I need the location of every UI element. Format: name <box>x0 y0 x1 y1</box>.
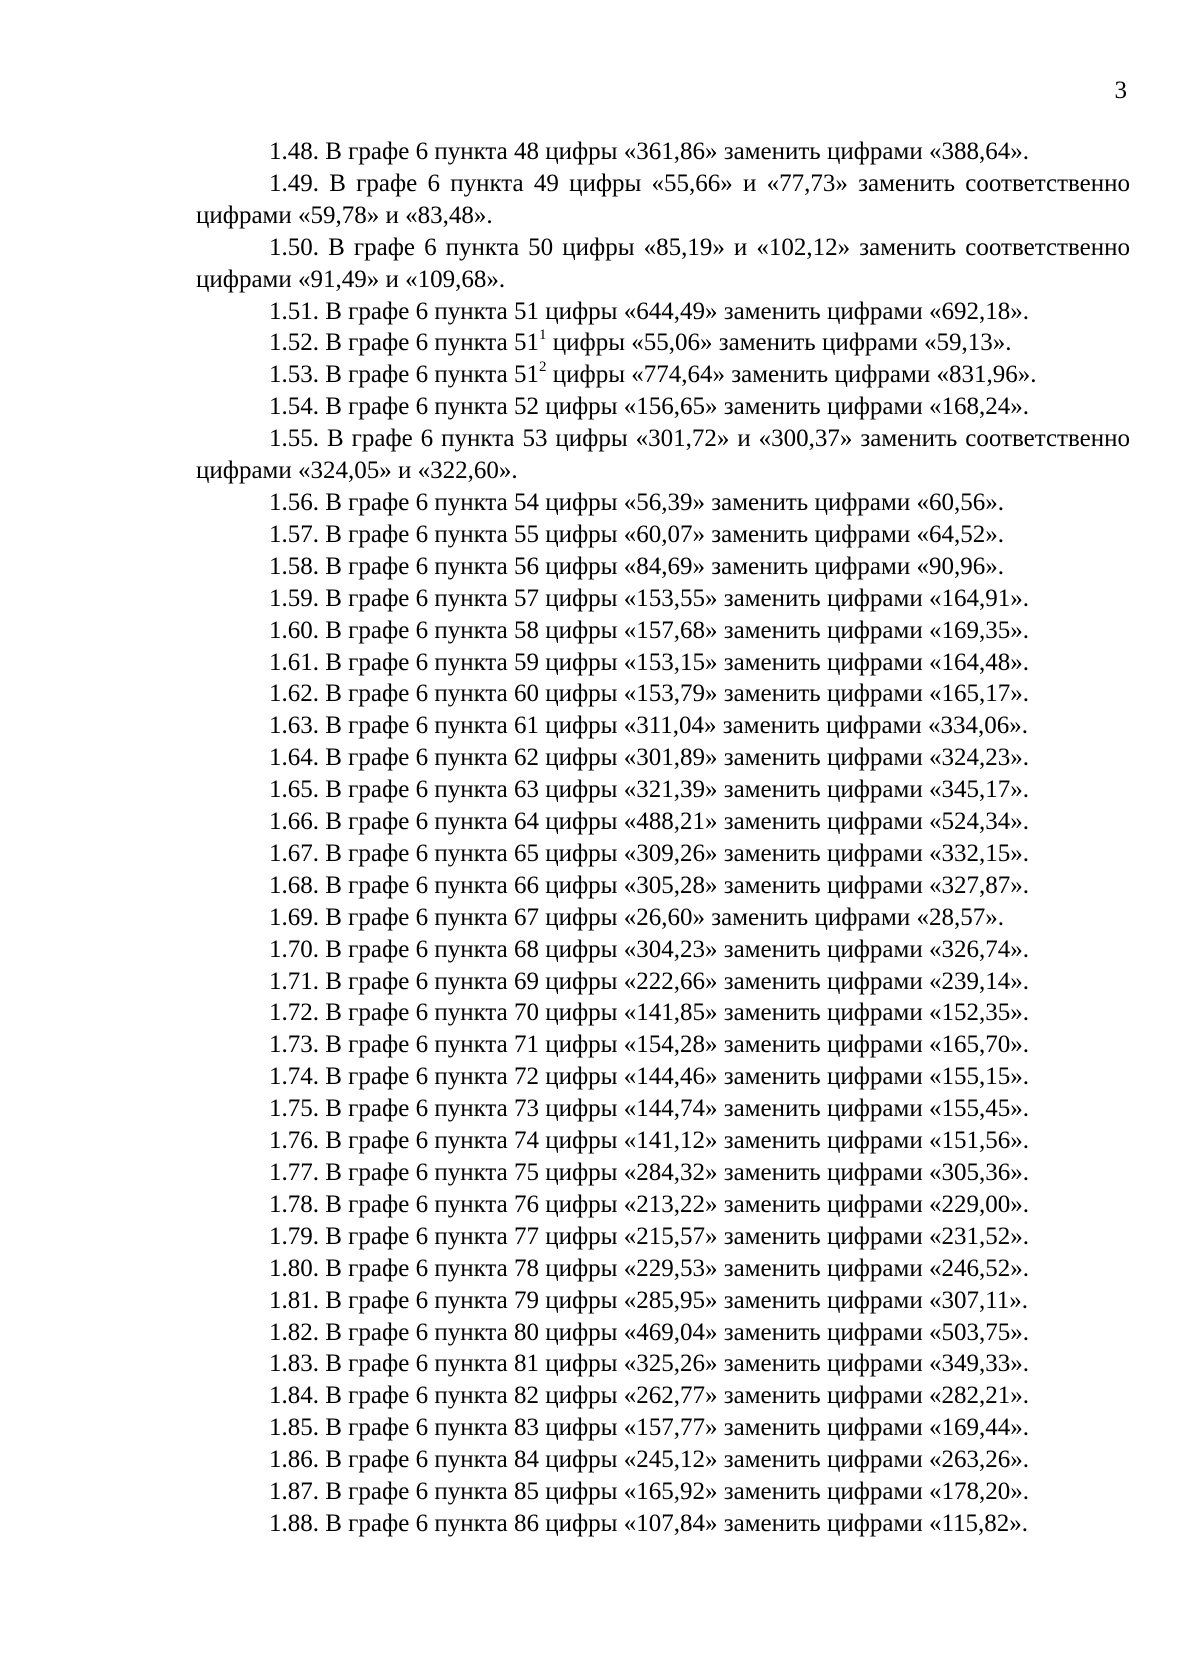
paragraph-number: 1.60. <box>269 616 319 644</box>
paragraph-text: В графе 6 пункта 50 цифры «85,19» и «102,12» заменить соответственно цифрами «91,49» и «109,68». <box>196 233 1130 293</box>
amendment-paragraph <box>196 359 1130 391</box>
amendment-paragraph <box>196 1093 1130 1125</box>
amendment-paragraph <box>196 870 1130 902</box>
amendment-paragraph <box>196 583 1130 615</box>
paragraph-number: 1.48. <box>269 138 319 165</box>
paragraph-text: В графе 6 пункта 59 цифры «153,15» заменить цифрами «164,48». <box>325 648 1029 676</box>
paragraph-text: В графе 6 пункта 75 цифры «284,32» заменить цифрами «305,36». <box>325 1159 1029 1186</box>
paragraph-number: 1.83. <box>269 1350 319 1378</box>
paragraph-number: 1.80. <box>269 1254 319 1282</box>
paragraph-number: 1.57. <box>269 520 319 548</box>
amendment-paragraph <box>196 934 1130 966</box>
paragraph-text: В графе 6 пункта 81 цифры «325,26» заменить цифрами «349,33». <box>325 1350 1029 1378</box>
paragraph-number: 1.81. <box>269 1286 319 1314</box>
paragraph-text: В графе 6 пункта 48 цифры «361,86» заменить цифрами «388,64». <box>325 138 1029 165</box>
amendment-paragraph <box>196 1189 1130 1221</box>
paragraph-text: В графе 6 пункта 64 цифры «488,21» заменить цифрами «524,34». <box>325 808 1029 836</box>
paragraph-text: В графе 6 пункта 54 цифры «56,39» заменить цифрами «60,56». <box>325 488 1004 516</box>
paragraph-text: В графе 6 пункта 74 цифры «141,12» заменить цифрами «151,56». <box>325 1127 1029 1155</box>
page-number: 3 <box>1114 77 1127 104</box>
paragraph-number: 1.87. <box>269 1478 319 1506</box>
paragraph-text: В графе 6 пункта 71 цифры «154,28» заменить цифрами «165,70». <box>325 1031 1029 1059</box>
paragraph-number: 1.70. <box>269 935 319 963</box>
paragraph-number: 1.56. <box>269 488 319 516</box>
paragraph-text: В графе 6 пункта 72 цифры «144,46» заменить цифрами «155,15». <box>325 1063 1029 1091</box>
amendment-paragraph <box>196 519 1130 551</box>
paragraph-number: 1.74. <box>269 1063 319 1091</box>
paragraph-text: В графе 6 пункта 85 цифры «165,92» заменить цифрами «178,20». <box>325 1478 1029 1506</box>
paragraph-number: 1.73. <box>269 1031 319 1059</box>
paragraph-number: 1.52. <box>269 329 319 357</box>
superscript-index: 1 <box>538 327 547 344</box>
paragraph-number: 1.68. <box>269 871 319 899</box>
amendment-paragraph <box>196 647 1130 679</box>
amendment-paragraph <box>196 678 1130 710</box>
amendment-paragraph <box>196 774 1130 806</box>
paragraph-text: В графе 6 пункта 69 цифры «222,66» заменить цифрами «239,14». <box>325 967 1029 995</box>
paragraph-number: 1.61. <box>269 648 319 676</box>
paragraph-text: В графе 6 пункта 79 цифры «285,95» заменить цифрами «307,11». <box>325 1286 1029 1314</box>
superscript-index: 2 <box>538 359 547 376</box>
paragraph-number: 1.65. <box>269 776 319 804</box>
amendment-paragraph <box>196 1221 1130 1253</box>
paragraph-number: 1.76. <box>269 1127 319 1155</box>
paragraph-text: В графе 6 пункта 58 цифры «157,68» заменить цифрами «169,35». <box>325 616 1029 644</box>
amendment-paragraph <box>196 902 1130 934</box>
amendment-paragraph <box>196 168 1130 232</box>
paragraph-number: 1.54. <box>269 393 319 421</box>
amendment-paragraph <box>196 1253 1130 1285</box>
amendment-paragraph <box>196 1061 1130 1093</box>
amendment-paragraph <box>196 1508 1130 1540</box>
paragraph-number: 1.69. <box>269 903 319 931</box>
paragraph-number: 1.63. <box>269 712 319 740</box>
amendment-paragraph <box>196 1380 1130 1412</box>
amendment-paragraph <box>196 487 1130 519</box>
amendment-paragraph <box>196 136 1130 168</box>
paragraph-number: 1.85. <box>269 1414 319 1442</box>
amendment-paragraph <box>196 1317 1130 1349</box>
paragraph-text: В графе 6 пункта 77 цифры «215,57» заменить цифрами «231,52». <box>325 1222 1029 1250</box>
amendment-paragraph <box>196 806 1130 838</box>
amendment-paragraph <box>196 551 1130 583</box>
paragraph-number: 1.88. <box>269 1509 319 1537</box>
amendment-paragraph <box>196 232 1130 296</box>
paragraph-number: 1.58. <box>269 552 319 580</box>
amendment-paragraph <box>196 391 1130 423</box>
paragraph-number: 1.51. <box>269 297 319 325</box>
paragraph-number: 1.62. <box>269 680 319 708</box>
paragraph-number: 1.82. <box>269 1318 319 1346</box>
document-body <box>196 136 1130 1540</box>
paragraph-number: 1.78. <box>269 1190 319 1218</box>
paragraph-text: В графе 6 пункта 57 цифры «153,55» заменить цифрами «164,91». <box>325 584 1029 612</box>
amendment-paragraph <box>196 1029 1130 1061</box>
paragraph-number: 1.72. <box>269 999 319 1027</box>
amendment-paragraph <box>196 296 1130 328</box>
amendment-paragraph <box>196 1444 1130 1476</box>
paragraph-text: В графе 6 пункта 83 цифры «157,77» заменить цифрами «169,44». <box>325 1414 1029 1442</box>
paragraph-text: В графе 6 пункта 76 цифры «213,22» заменить цифрами «229,00». <box>325 1190 1029 1218</box>
paragraph-number: 1.86. <box>269 1446 319 1474</box>
paragraph-text: В графе 6 пункта 51 <box>325 361 539 389</box>
paragraph-text: В графе 6 пункта 63 цифры «321,39» заменить цифрами «345,17». <box>325 776 1029 804</box>
amendment-paragraph <box>196 966 1130 998</box>
paragraph-number: 1.66. <box>269 808 319 836</box>
paragraph-text: В графе 6 пункта 51 цифры «644,49» заменить цифрами «692,18». <box>325 297 1029 325</box>
paragraph-number: 1.79. <box>269 1222 319 1250</box>
paragraph-text: В графе 6 пункта 80 цифры «469,04» заменить цифрами «503,75». <box>325 1318 1029 1346</box>
paragraph-number: 1.77. <box>269 1159 319 1186</box>
paragraph-text-continued: цифры «55,06» заменить цифрами «59,13». <box>546 329 1012 357</box>
amendment-paragraph <box>196 1348 1130 1380</box>
paragraph-text: В графе 6 пункта 68 цифры «304,23» заменить цифрами «326,74». <box>325 935 1029 963</box>
paragraph-text: В графе 6 пункта 66 цифры «305,28» заменить цифрами «327,87». <box>325 871 1029 899</box>
paragraph-number: 1.50. <box>269 233 319 261</box>
amendment-paragraph <box>196 1285 1130 1317</box>
paragraph-number: 1.53. <box>269 361 319 389</box>
amendment-paragraph <box>196 615 1130 647</box>
paragraph-number: 1.67. <box>269 839 319 867</box>
amendment-paragraph <box>196 742 1130 774</box>
amendment-paragraph <box>196 1157 1130 1189</box>
paragraph-text: В графе 6 пункта 62 цифры «301,89» заменить цифрами «324,23». <box>325 744 1029 772</box>
paragraph-number: 1.64. <box>269 744 319 772</box>
paragraph-number: 1.55. <box>269 425 319 453</box>
amendment-paragraph <box>196 997 1130 1029</box>
amendment-paragraph <box>196 1476 1130 1508</box>
paragraph-number: 1.59. <box>269 584 319 612</box>
paragraph-text: В графе 6 пункта 78 цифры «229,53» заменить цифрами «246,52». <box>325 1254 1029 1282</box>
amendment-paragraph <box>196 423 1130 487</box>
amendment-paragraph <box>196 710 1130 742</box>
paragraph-text: В графе 6 пункта 86 цифры «107,84» заменить цифрами «115,82». <box>325 1509 1029 1537</box>
amendment-paragraph <box>196 1412 1130 1444</box>
paragraph-number: 1.71. <box>269 967 319 995</box>
paragraph-text: В графе 6 пункта 49 цифры «55,66» и «77,73» заменить соответственно цифрами «59,78» и «83,48». <box>196 169 1130 229</box>
paragraph-number: 1.84. <box>269 1382 319 1410</box>
paragraph-text-continued: цифры «774,64» заменить цифрами «831,96». <box>546 361 1037 389</box>
amendment-paragraph <box>196 327 1130 359</box>
paragraph-number: 1.49. <box>269 169 319 197</box>
paragraph-text: В графе 6 пункта 65 цифры «309,26» заменить цифрами «332,15». <box>325 839 1029 867</box>
paragraph-text: В графе 6 пункта 82 цифры «262,77» заменить цифрами «282,21». <box>325 1382 1029 1410</box>
paragraph-number: 1.75. <box>269 1095 319 1123</box>
paragraph-text: В графе 6 пункта 70 цифры «141,85» заменить цифрами «152,35». <box>325 999 1029 1027</box>
paragraph-text: В графе 6 пункта 52 цифры «156,65» заменить цифрами «168,24». <box>325 393 1029 421</box>
paragraph-text: В графе 6 пункта 51 <box>325 329 539 357</box>
amendment-paragraph <box>196 1125 1130 1157</box>
paragraph-text: В графе 6 пункта 67 цифры «26,60» заменить цифрами «28,57». <box>325 903 1004 931</box>
amendment-paragraph <box>196 838 1130 870</box>
paragraph-text: В графе 6 пункта 56 цифры «84,69» заменить цифрами «90,96». <box>325 552 1004 580</box>
paragraph-text: В графе 6 пункта 60 цифры «153,79» заменить цифрами «165,17». <box>325 680 1029 708</box>
paragraph-text: В графе 6 пункта 61 цифры «311,04» заменить цифрами «334,06». <box>325 712 1029 740</box>
paragraph-text: В графе 6 пункта 55 цифры «60,07» заменить цифрами «64,52». <box>325 520 1004 548</box>
paragraph-text: В графе 6 пункта 73 цифры «144,74» заменить цифрами «155,45». <box>325 1095 1029 1123</box>
paragraph-text: В графе 6 пункта 84 цифры «245,12» заменить цифрами «263,26». <box>325 1446 1029 1474</box>
paragraph-text: В графе 6 пункта 53 цифры «301,72» и «300,37» заменить соответственно цифрами «324,05» и «322,60». <box>196 425 1130 485</box>
